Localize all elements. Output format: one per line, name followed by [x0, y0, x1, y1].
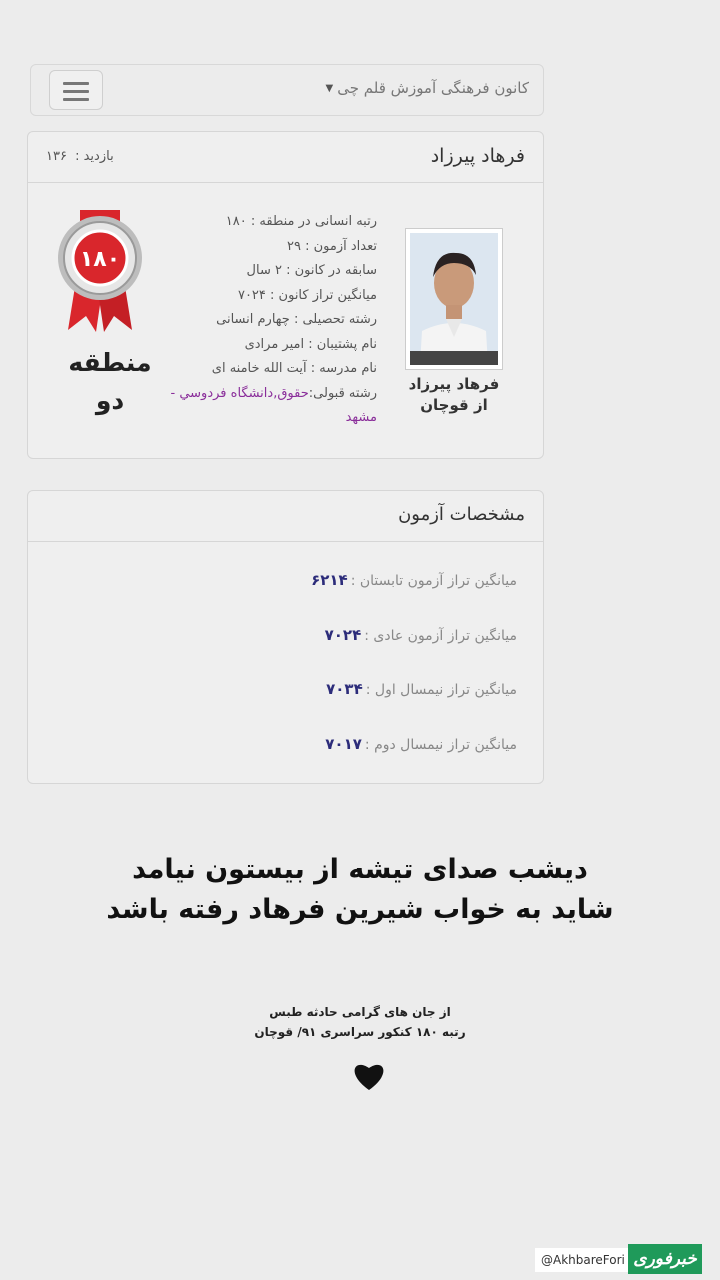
exam-row-label: میانگین تراز آزمون تابستان : [350, 573, 517, 589]
dedication-line2: رتبه ۱۸۰ کنکور سراسری ۹۱/ قوچان [254, 1025, 466, 1039]
exam-card-title: مشخصات آزمون [398, 504, 525, 525]
rank-medal-icon [50, 208, 150, 336]
accepted-value: حقوق,دانشگاه فردوسي - مشهد [170, 385, 377, 425]
dedication-text [0, 1002, 720, 1042]
poem-line2: شاید به خواب شیرین فرهاد رفته باشد [106, 894, 614, 925]
exam-row-label: میانگین تراز نیمسال دوم : [364, 737, 517, 753]
info-exam-count: تعداد آزمون : ۲۹ [287, 238, 377, 254]
profile-photo [410, 233, 498, 365]
exam-row-regular [325, 626, 517, 644]
exam-row-value: ۷۰۱۷ [325, 735, 362, 753]
region-line2: دو [95, 386, 125, 415]
site-title-text: کانون فرهنگی آموزش قلم چی [337, 79, 529, 97]
black-heart-icon [352, 1060, 386, 1092]
exam-row-label: میانگین تراز آزمون عادی : [364, 628, 517, 644]
profile-photo-frame [405, 228, 503, 370]
exam-row-first-half [326, 680, 517, 698]
menu-icon-bar [63, 98, 89, 101]
exam-row-label: میانگین تراز نیمسال اول : [365, 682, 517, 698]
exam-row-value: ۶۲۱۴ [311, 571, 348, 589]
menu-icon-bar [63, 82, 89, 85]
menu-icon-bar [63, 90, 89, 93]
channel-logo: خبرفوری [628, 1244, 702, 1274]
info-history: سابقه در کانون : ۲ سال [246, 263, 377, 278]
profile-card [27, 131, 544, 459]
accepted-label: رشته قبولی: [308, 385, 377, 401]
profile-info-list [147, 210, 377, 431]
top-navbar [30, 64, 544, 116]
caret-down-icon: ▼ [325, 82, 334, 94]
exam-row-value: ۷۰۲۴ [324, 626, 362, 644]
site-title-dropdown[interactable] [326, 79, 530, 97]
region-line1: منطقه [68, 348, 152, 377]
info-rank: رتبه انسانی در منطقه : ۱۸۰ [225, 214, 377, 229]
exam-card-header [28, 491, 543, 542]
exam-row-second-half [325, 735, 517, 753]
photo-caption [399, 374, 509, 416]
visit-count [46, 149, 114, 164]
region-label [60, 344, 160, 420]
medal-number: ۱۸۰ [79, 247, 121, 272]
dedication-line1: از جان های گرامی حادثه طبس [269, 1005, 451, 1019]
exam-row-value: ۷۰۳۴ [326, 680, 363, 698]
visits-value: ۱۳۶ [46, 149, 67, 164]
profile-name: فرهاد پیرزاد [430, 145, 525, 167]
info-supporter: نام پشتیبان : امیر مرادی [244, 336, 377, 352]
visits-label: بازدید : [75, 149, 114, 164]
exam-card [27, 490, 544, 784]
info-school: نام مدرسه : آیت الله خامنه ای [211, 361, 377, 376]
info-field: رشته تحصیلی : چهارم انسانی [216, 312, 377, 327]
photo-caption-name: فرهاد پیرزاد [408, 375, 500, 393]
poem-line1: دیشب صدای تیشه از بیستون نیامد [132, 854, 588, 885]
hamburger-menu-button[interactable] [49, 70, 103, 110]
exam-row-summer [311, 571, 517, 589]
channel-handle: @AkhbareFori [535, 1248, 631, 1272]
info-accepted [147, 382, 377, 431]
poem-text [0, 850, 720, 930]
profile-card-header [28, 132, 543, 183]
info-average-score: میانگین تراز کانون : ۷۰۲۴ [237, 287, 377, 303]
photo-caption-city: از قوچان [420, 396, 488, 414]
